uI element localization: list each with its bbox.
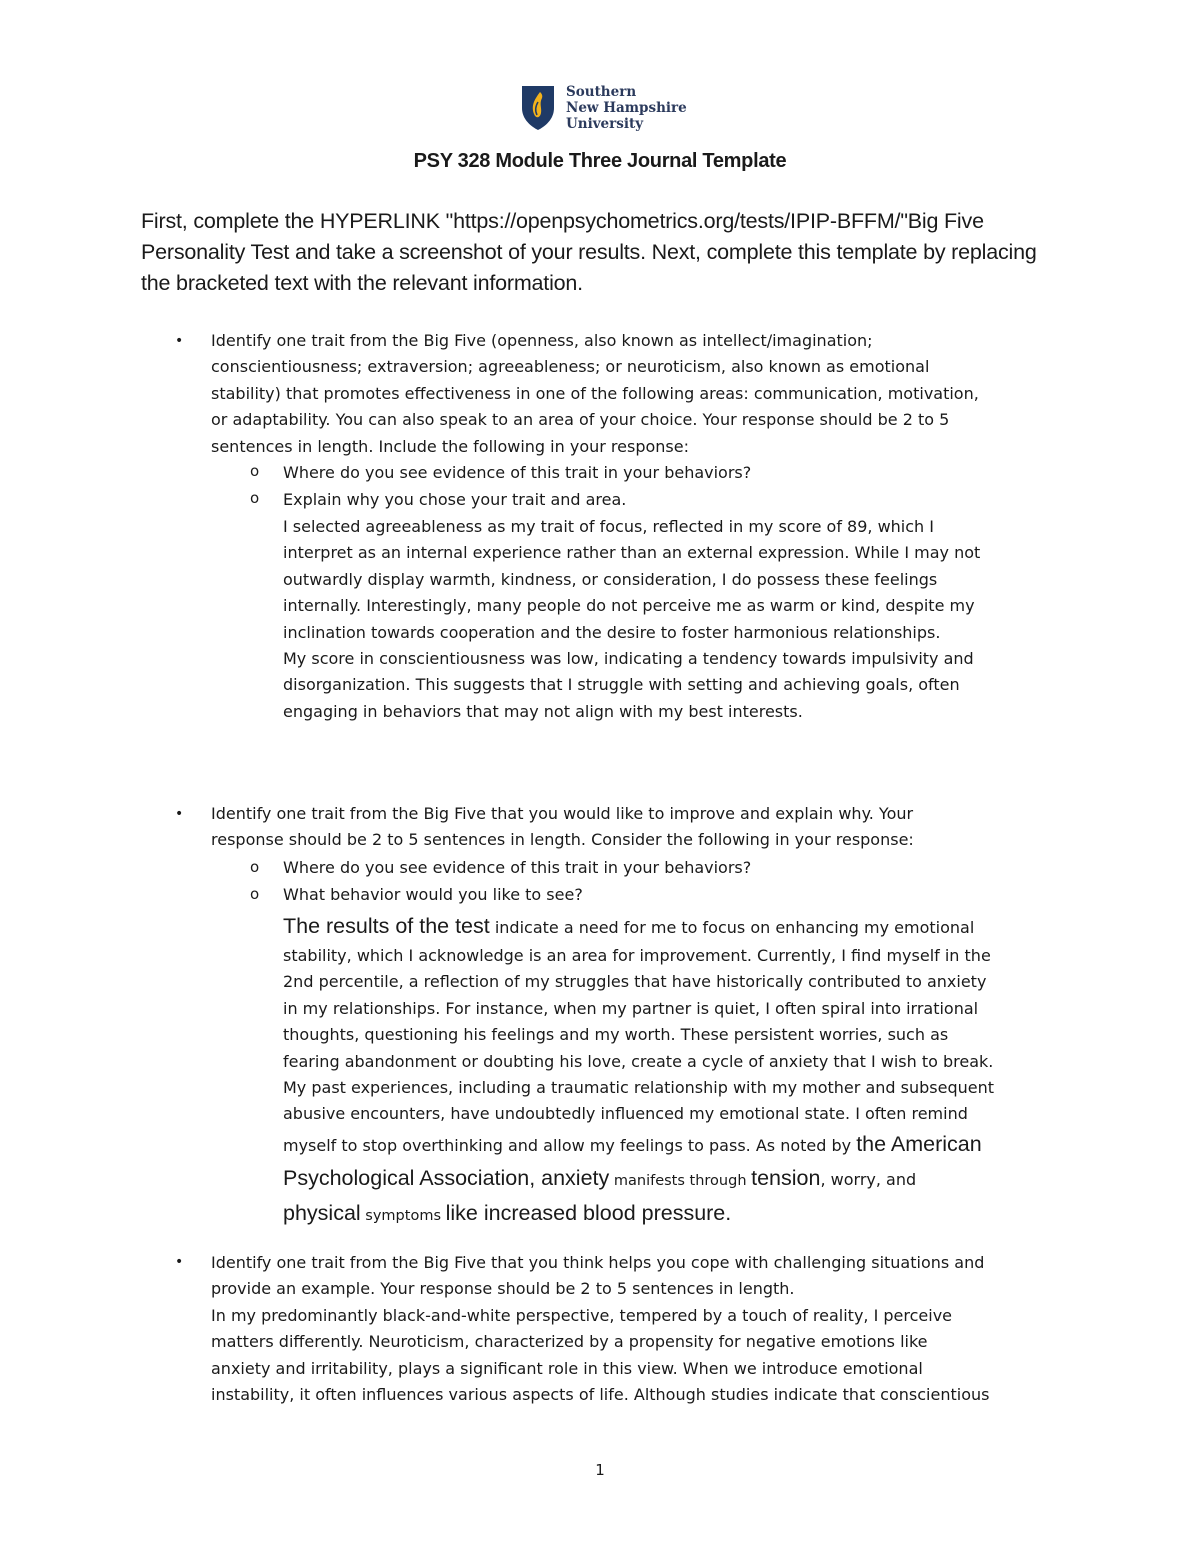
sub-bullet-marker: o: [250, 462, 260, 480]
logo-line-2: New Hampshire: [566, 100, 687, 116]
answer-text: manifests through: [609, 1172, 752, 1189]
answer-line: instability, it often influences various aspects of life. Although studies indicate that conscientious: [211, 1385, 990, 1405]
university-logo: [520, 84, 690, 134]
answer-line: My past experiences, including a traumatic relationship with my mother and subsequent: [283, 1078, 994, 1098]
answer-line: abusive encounters, have undoubtedly influenced my emotional state. I often remind: [283, 1104, 968, 1124]
answer-emphasis: like increased blood pressure.: [445, 1200, 732, 1225]
answer-emphasis: physical: [283, 1200, 361, 1225]
prompt-line: stability) that promotes effectiveness in one of the following areas: communication, motivation,: [211, 383, 979, 403]
prompt-3: [211, 1250, 1091, 1408]
intro-paragraph: First, complete the HYPERLINK "https://openpsychometrics.org/tests/IPIP-BFFM/"Big Five Personality Test and take a screenshot of your results. Next, complete this template by replacing the bracketed text with the relevant information.: [141, 209, 1037, 295]
document-title: PSY 328 Module Three Journal Template: [413, 150, 787, 172]
prompt-line: Identify one trait from the Big Five that you would like to improve and explain why. Your: [211, 804, 914, 823]
prompt-line: sentences in length. Include the following in your response:: [211, 436, 689, 456]
answer-line: internally. Interestingly, many people do not perceive me as warm or kind, despite my: [283, 596, 975, 616]
answer-line: [283, 1162, 1083, 1197]
answer-text: myself to stop overthinking and allow my feelings to pass. As noted by: [283, 1135, 857, 1155]
sub-bullet-marker: o: [250, 858, 260, 876]
logo-wordmark: [566, 84, 687, 132]
answer-line: interpret as an internal experience rather than an external expression. While I may not: [283, 543, 981, 563]
answer-line: 2nd percentile, a reflection of my struggles that have historically contributed to anxiety: [283, 972, 987, 992]
answer-line: [283, 1128, 1083, 1162]
sub-prompt-2b: What behavior would you like to see?: [283, 885, 583, 904]
prompt-line: Identify one trait from the Big Five (openness, also known as intellect/imagination;: [211, 331, 873, 350]
prompt-2: [211, 801, 1091, 854]
answer-line: [283, 911, 1083, 943]
answer-text: symptoms: [360, 1207, 446, 1224]
prompt-line: response should be 2 to 5 sentences in length. Consider the following in your response:: [211, 830, 914, 850]
answer-text: indicate a need for me to focus on enhancing my emotional: [489, 918, 975, 937]
answer-line: fearing abandonment or doubting his love, create a cycle of anxiety that I wish to break.: [283, 1051, 994, 1071]
sub-prompt-2a: Where do you see evidence of this trait in your behaviors?: [283, 858, 752, 877]
answer-emphasis: the American: [856, 1131, 982, 1156]
answer-line: in my relationships. For instance, when my partner is quiet, I often spiral into irrational: [283, 998, 979, 1018]
prompt-line: conscientiousness; extraversion; agreeableness; or neuroticism, also known as emotional: [211, 357, 930, 377]
answer-line: engaging in behaviors that may not align with my best interests.: [283, 701, 803, 721]
answer-1: [283, 514, 1083, 725]
bullet-marker: •: [175, 806, 184, 822]
prompt-1: [211, 328, 1091, 460]
prompt-line: Identify one trait from the Big Five that you think helps you cope with challenging situations and: [211, 1253, 985, 1272]
answer-line: matters differently. Neuroticism, characterized by a propensity for negative emotions like: [211, 1332, 928, 1352]
answer-2: [283, 911, 1083, 1232]
bullet-marker: •: [175, 333, 184, 349]
answer-line: My score in conscientiousness was low, indicating a tendency towards impulsivity and: [283, 649, 974, 669]
sub-prompt-1a: Where do you see evidence of this trait in your behaviors?: [283, 463, 752, 482]
logo-line-3: University: [566, 116, 644, 132]
sub-bullet-marker: o: [250, 489, 260, 507]
bullet-marker: •: [175, 1254, 184, 1270]
prompt-line: or adaptability. You can also speak to an area of your choice. Your response should be 2 to 5: [211, 410, 950, 430]
answer-line: anxiety and irritability, plays a significant role in this view. When we introduce emotional: [211, 1358, 923, 1378]
answer-line: outwardly display warmth, kindness, or consideration, I do possess these feelings: [283, 569, 938, 589]
page-number: 1: [595, 1461, 605, 1479]
shield-icon: [520, 84, 556, 132]
answer-emphasis: Psychological Association, anxiety: [283, 1165, 610, 1190]
sub-bullet-marker: o: [250, 885, 260, 903]
answer-emphasis: tension: [751, 1165, 821, 1190]
answer-text: , worry, and: [820, 1169, 917, 1189]
logo-line-1: Southern: [566, 84, 637, 100]
answer-line: thoughts, questioning his feelings and my worth. These persistent worries, such as: [283, 1025, 949, 1045]
prompt-line: provide an example. Your response should be 2 to 5 sentences in length.: [211, 1279, 795, 1299]
answer-line: I selected agreeableness as my trait of focus, reflected in my score of 89, which I: [283, 517, 934, 536]
answer-emphasis: The results of the test: [283, 914, 490, 938]
answer-line: inclination towards cooperation and the desire to foster harmonious relationships.: [283, 622, 941, 642]
sub-prompt-1b: Explain why you chose your trait and area.: [283, 490, 627, 509]
answer-line: stability, which I acknowledge is an area for improvement. Currently, I find myself in the: [283, 946, 991, 965]
answer-line: In my predominantly black-and-white perspective, tempered by a touch of reality, I perceive: [211, 1305, 953, 1325]
answer-line: [283, 1197, 1083, 1232]
answer-line: disorganization. This suggests that I struggle with setting and achieving goals, often: [283, 675, 960, 695]
